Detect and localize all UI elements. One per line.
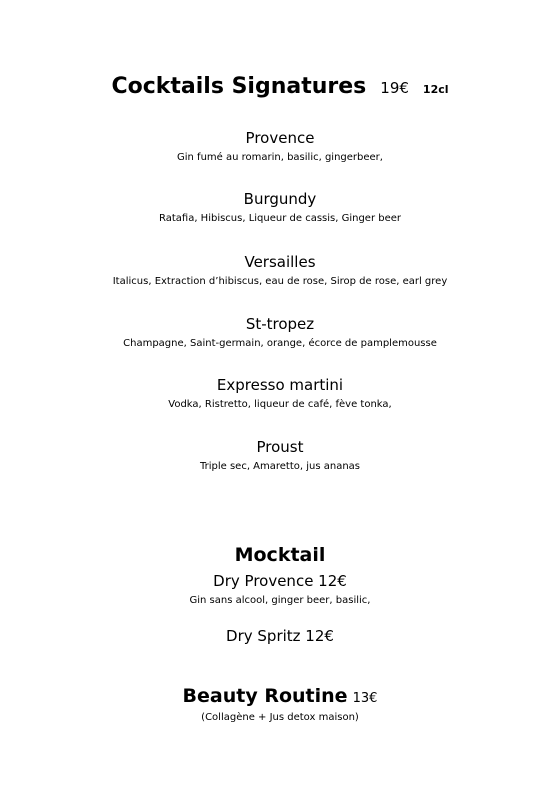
cocktail-name: Provence [245,129,315,147]
cocktail-price: 19€ [380,79,409,97]
cocktail-description: Champagne, Saint-germain, orange, écorce de pamplemousse [123,338,437,349]
cocktail-name: Expresso martini [216,376,344,394]
mocktail-name: Dry Spritz 12€ [226,627,334,645]
beauty-header [0,684,560,708]
mocktail-description: Gin sans alcool, ginger beer, basilic, [189,595,371,606]
cocktail-description: Vodka, Ristretto, liqueur de café, fève tonka, [168,399,392,410]
beauty-price: 13€ [352,691,378,706]
beauty-description: (Collagène + Jus detox maison) [201,712,359,723]
mocktail-name: Dry Provence 12€ [213,572,347,590]
cocktail-description: Triple sec, Amaretto, jus ananas [199,461,361,472]
cocktail-description: Gin fumé au romarin, basilic, gingerbeer, [177,152,383,163]
cocktail-description: Ratafia, Hibiscus, Liqueur de cassis, Ginger beer [158,213,402,224]
cocktail-name: St-tropez [245,315,315,333]
cocktail-description: Italicus, Extraction d’hibiscus, eau de rose, Sirop de rose, earl grey [112,276,448,287]
beauty-title: Beauty Routine [182,685,348,707]
cocktail-name: Proust [256,438,304,456]
page-title: Cocktails Signatures [111,74,367,99]
cocktail-name: Versailles [244,253,316,271]
mocktail-title: Mocktail [234,544,326,566]
cocktail-name: Burgundy [243,190,317,208]
cocktails-header [0,74,560,99]
cocktail-volume: 12cl [422,83,449,96]
